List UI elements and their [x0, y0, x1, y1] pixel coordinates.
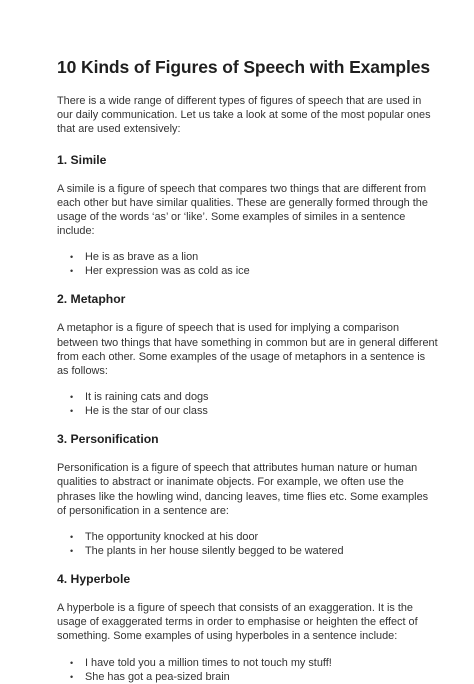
- section-paragraph: A simile is a figure of speech that compares two things that are different from each other but have similar qualities. These are generally formed through the usage of the words ‘as’ or ‘like’. Some examples of similes in a sentence include:: [57, 182, 428, 238]
- list-item: • The plants in her house silently begged to be watered: [70, 544, 438, 558]
- section-heading: 3. Personification: [57, 432, 159, 447]
- example-list: [57, 656, 438, 684]
- section-metaphor: [57, 292, 438, 418]
- example-list: [57, 250, 438, 278]
- section-personification: [57, 432, 438, 558]
- list-item: • She has got a pea-sized brain: [70, 670, 438, 684]
- section-heading: 1. Simile: [57, 152, 107, 167]
- section-heading: 4. Hyperbole: [57, 572, 131, 587]
- list-item: • Her expression was as cold as ice: [70, 264, 438, 278]
- document-title: 10 Kinds of Figures of Speech with Examples: [57, 57, 431, 77]
- list-item: • He is as brave as a lion: [70, 250, 438, 264]
- list-item: • It is raining cats and dogs: [70, 390, 438, 404]
- example-list: [57, 530, 438, 558]
- list-item: • He is the star of our class: [70, 404, 438, 418]
- intro-paragraph: There is a wide range of different types of figures of speech that are used in our daily communication. Let us take a look at some of the most popular ones that are used extensively:: [57, 95, 431, 136]
- section-hyperbole: [57, 572, 438, 684]
- section-simile: [57, 153, 438, 279]
- list-item: • I have told you a million times to not touch my stuff!: [70, 656, 438, 670]
- section-paragraph: A hyperbole is a figure of speech that consists of an exaggeration. It is the usage of exaggerated terms in order to emphasise or heighten the effect of something. Some examples of using hyperboles in a sentence include:: [57, 602, 418, 643]
- list-item: • The opportunity knocked at his door: [70, 530, 438, 544]
- section-paragraph: Personification is a figure of speech that attributes human nature or human qualities to abstract or inanimate objects. For example, we often use the phrases like the howling wind, dancing leaves, time flies etc. Some examples of personification in a sentence are:: [57, 462, 429, 517]
- example-list: [57, 390, 438, 418]
- section-paragraph: A metaphor is a figure of speech that is used for implying a comparison between two things that have something in common but are in general different from each other. Some examples of the usage of metaphors in a sentence is as follows:: [57, 322, 438, 378]
- section-heading: 2. Metaphor: [57, 292, 126, 307]
